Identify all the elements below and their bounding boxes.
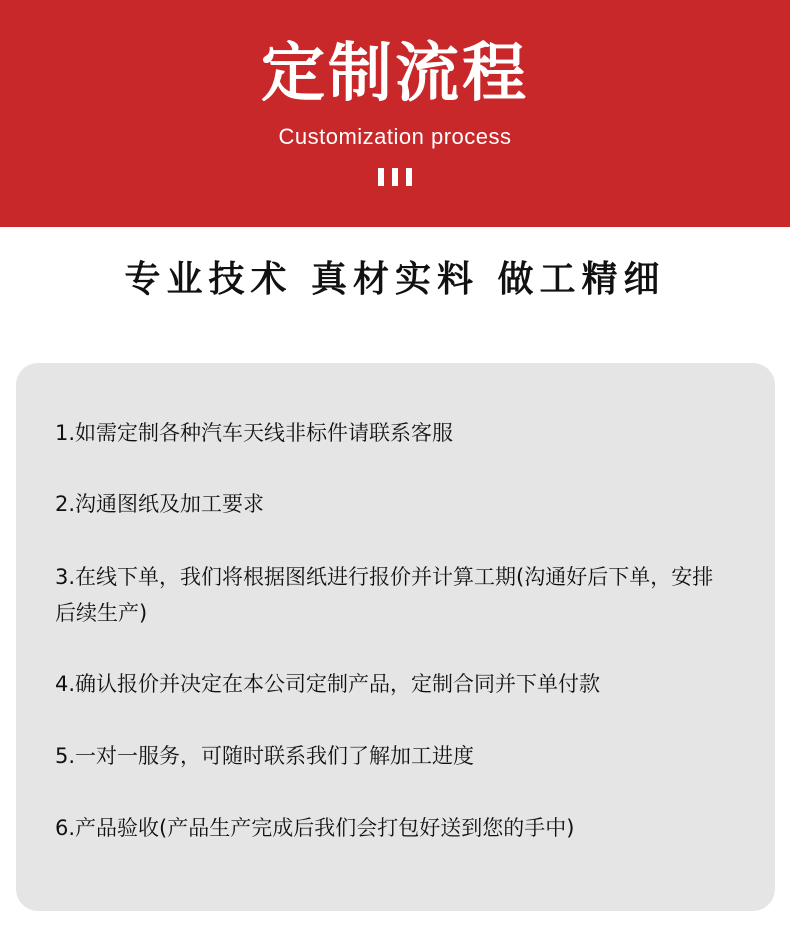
step-2: 2.沟通图纸及加工要求 bbox=[55, 492, 265, 516]
step-6: 6.产品验收(产品生产完成后我们会打包好送到您的手中) bbox=[55, 816, 575, 840]
step-1: 1.如需定制各种汽车天线非标件请联系客服 bbox=[55, 421, 454, 445]
step-5: 5.一对一服务，可随时联系我们了解加工进度 bbox=[55, 744, 475, 768]
process-steps-card bbox=[16, 363, 775, 911]
step-4: 4.确认报价并决定在本公司定制产品，定制合同并下单付款 bbox=[55, 672, 601, 696]
page-title: 定制流程 bbox=[261, 37, 529, 111]
header-banner bbox=[0, 0, 790, 227]
step-3: 3.在线下单，我们将根据图纸进行报价并计算工期(沟通好后下单，安排后续生产) bbox=[55, 565, 714, 625]
page-subtitle: Customization process bbox=[278, 124, 512, 149]
slogan: 专业技术 真材实料 做工精细 bbox=[124, 259, 666, 300]
decorative-bars-icon bbox=[378, 168, 412, 186]
